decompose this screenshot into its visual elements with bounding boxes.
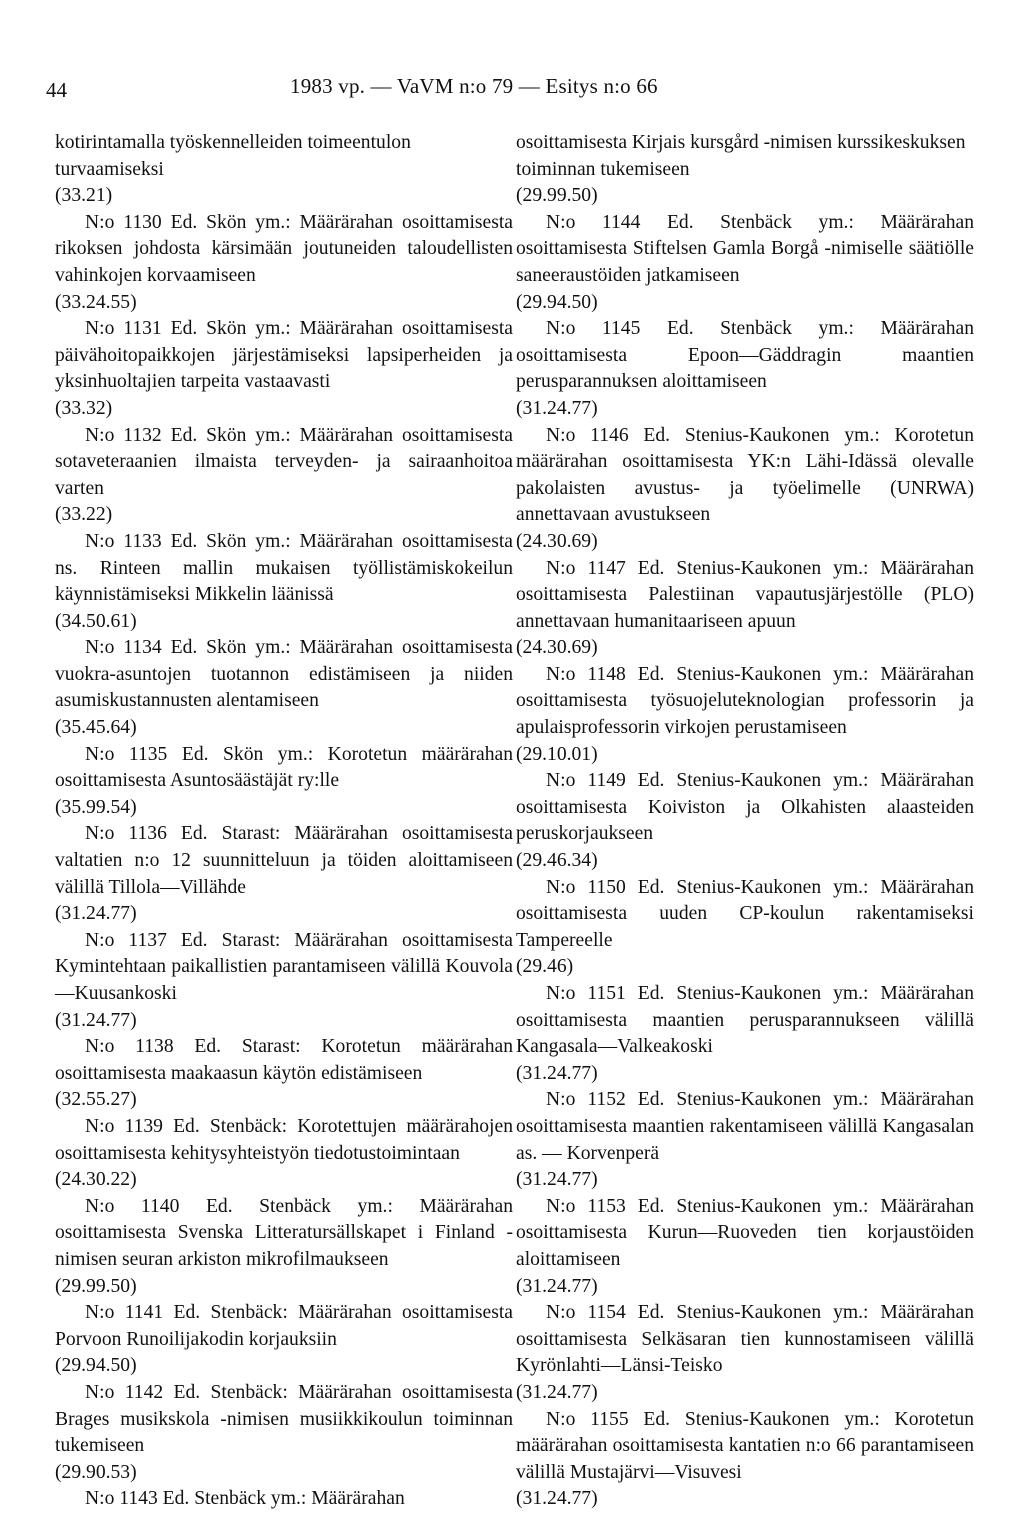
entry-text: N:o 1141 Ed. Stenbäck: Määrärahan osoittamisesta Porvoon Runoilijakodin korjauksiin [55, 1302, 513, 1350]
right-column [516, 130, 974, 1513]
entry-code: (33.32) [55, 397, 113, 419]
page-number: 44 [46, 78, 67, 102]
motion-entry [55, 210, 513, 316]
motion-entry [516, 1407, 974, 1513]
entry-text: N:o 1152 Ed. Stenius-Kaukonen ym.: Määrärahan osoittamisesta maantien rakentamiseen välillä Kangasalan as. — Korvenperä [516, 1089, 974, 1164]
entry-code: (33.21) [55, 185, 113, 207]
motion-entry [516, 1194, 974, 1300]
entry-text: N:o 1130 Ed. Skön ym.: Määrärahan osoittamisesta rikoksen johdosta kärsimään joutuneiden taloudellisten vahinkojen korvaamiseen [55, 211, 513, 286]
entry-text: N:o 1148 Ed. Stenius-Kaukonen ym.: Määrärahan osoittamisesta työsuojeluteknologian professorin ja apulaisprofessorin virkojen perustamiseen [516, 663, 974, 739]
entry-code: (33.22) [55, 504, 113, 526]
entry-text: N:o 1150 Ed. Stenius-Kaukonen ym.: Määrärahan osoittamisesta uuden CP-koulun rakentamiseksi Tampereelle [516, 876, 974, 951]
entry-text: N:o 1145 Ed. Stenbäck ym.: Määrärahan osoittamisesta Epoon—Gäddragin maantien perusparannuksen aloittamiseen [516, 318, 974, 393]
continued-entry [55, 130, 513, 210]
entry-code: (29.94.50) [516, 291, 598, 313]
motion-entry [55, 1300, 513, 1380]
motion-entry [55, 1194, 513, 1300]
running-header: 1983 vp. — VaVM n:o 79 — Esitys n:o 66 [290, 74, 658, 98]
motion-entry [516, 210, 974, 316]
motion-entry [516, 556, 974, 662]
motion-entry [516, 1087, 974, 1193]
entry-code: (32.55.27) [55, 1089, 137, 1111]
entry-text: N:o 1154 Ed. Stenius-Kaukonen ym.: Määrärahan osoittamisesta Selkäsaran tien kunnostamiseen välillä Kyrönlahti—Länsi-Teisko [516, 1302, 974, 1377]
entry-code: (24.30.69) [516, 637, 598, 659]
entry-text: N:o 1135 Ed. Skön ym.: Korotetun määrärahan osoittamisesta Asuntosäästäjät ry:lle [55, 743, 513, 792]
entry-text: N:o 1134 Ed. Skön ym.: Määrärahan osoittamisesta vuokra-asuntojen tuotannon edistämiseen ja niiden asumiskustannusten alentamiseen [55, 637, 513, 712]
motion-entry [516, 768, 974, 874]
entry-code: (29.46) [516, 956, 574, 978]
motion-entry [55, 316, 513, 422]
motion-entry [55, 423, 513, 529]
entry-text: N:o 1136 Ed. Starast: Määrärahan osoittamisesta valtatien n:o 12 suunnitteluun ja töiden aloittamiseen välillä Tillola—Villähde [55, 823, 513, 898]
entry-code: (31.24.77) [516, 1062, 598, 1084]
entry-code: (31.24.77) [516, 1275, 598, 1297]
entry-code: (29.99.50) [55, 1275, 137, 1297]
entry-list [516, 210, 974, 1513]
entry-code: (29.99.50) [516, 185, 598, 207]
entry-text: N:o 1139 Ed. Stenbäck: Korotettujen määrärahojen osoittamisesta kehitysyhteistyön tiedotustoimintaan [55, 1115, 513, 1164]
entry-text: kotirintamalla työskennelleiden toimeentulon turvaamiseksi [55, 132, 411, 180]
motion-entry [55, 529, 513, 635]
motion-entry [55, 635, 513, 741]
entry-text: N:o 1151 Ed. Stenius-Kaukonen ym.: Määrärahan osoittamisesta maantien perusparannukseen välillä Kangasala—Valkeakoski [516, 983, 974, 1058]
entry-text: N:o 1144 Ed. Stenbäck ym.: Määrärahan osoittamisesta Stiftelsen Gamla Borgå -nimiselle säätiölle saneeraustöiden jatkamiseen [516, 211, 974, 286]
entry-code: (31.24.77) [516, 1381, 598, 1403]
entry-code: (29.46.34) [516, 850, 598, 872]
entry-code: (35.45.64) [55, 717, 137, 739]
motion-entry [516, 981, 974, 1087]
motion-entry [516, 1300, 974, 1406]
entry-code: (29.90.53) [55, 1461, 137, 1483]
motion-entry [516, 423, 974, 556]
entry-text: N:o 1132 Ed. Skön ym.: Määrärahan osoittamisesta sotaveteraanien ilmaista terveyden- ja sairaanhoitoa varten [55, 424, 513, 499]
entry-code: (31.24.77) [55, 903, 137, 925]
entry-text: N:o 1146 Ed. Stenius-Kaukonen ym.: Korotetun määrärahan osoittamisesta YK:n Lähi-Idässä olevalle pakolaisten avustus- ja työelimelle (UNRWA) annettavaan avustukseen [516, 424, 974, 526]
motion-entry [55, 1114, 513, 1194]
entry-code: (31.24.77) [55, 1009, 137, 1031]
entry-text: N:o 1153 Ed. Stenius-Kaukonen ym.: Määrärahan osoittamisesta Kurun—Ruoveden tien korjaustöiden aloittamiseen [516, 1195, 974, 1270]
entry-text: N:o 1142 Ed. Stenbäck: Määrärahan osoittamisesta Brages musikskola -nimisen musiikkikoulun toiminnan tukemiseen [55, 1381, 513, 1457]
entry-text: N:o 1133 Ed. Skön ym.: Määrärahan osoittamisesta ns. Rinteen mallin mukaisen työllistämiskokeilun käynnistämiseksi Mikkelin läänissä [55, 530, 513, 606]
motion-entry [516, 875, 974, 981]
entry-code: (33.24.55) [55, 291, 137, 313]
motion-entry [55, 1380, 513, 1486]
entry-text: N:o 1138 Ed. Starast: Korotetun määrärahan osoittamisesta maakaasun käytön edistämiseen [55, 1036, 513, 1084]
entry-code: (31.24.77) [516, 1169, 598, 1191]
motion-entry [55, 742, 513, 822]
entry-code: (35.99.54) [55, 796, 137, 818]
motion-entry [55, 1034, 513, 1114]
motion-entry [516, 662, 974, 768]
entry-code: (29.94.50) [55, 1355, 137, 1377]
entry-code: (24.30.22) [55, 1169, 137, 1191]
entry-code: (31.24.77) [516, 397, 598, 419]
entry-code: (31.24.77) [516, 1488, 598, 1510]
entry-code: (29.10.01) [516, 743, 598, 765]
motion-entry [516, 316, 974, 422]
entry-code: (24.30.69) [516, 530, 598, 552]
entry-text: N:o 1149 Ed. Stenius-Kaukonen ym.: Määrärahan osoittamisesta Koiviston ja Olkahisten alaasteiden peruskorjaukseen [516, 770, 974, 845]
entry-text: osoittamisesta Kirjais kursgård -nimisen kurssikeskuksen toiminnan tukemiseen [516, 132, 966, 180]
left-column [55, 130, 513, 1513]
trailing-entry-text: N:o 1143 Ed. Stenbäck ym.: Määrärahan [85, 1488, 405, 1510]
entry-code: (34.50.61) [55, 610, 137, 632]
entry-text: N:o 1155 Ed. Stenius-Kaukonen ym.: Korotetun määrärahan osoittamisesta kantatien n:o 66 parantamiseen välillä Mustajärvi—Visuvesi [516, 1408, 974, 1483]
entry-text: N:o 1147 Ed. Stenius-Kaukonen ym.: Määrärahan osoittamisesta Palestiinan vapautusjärjestölle (PLO) annettavaan humanitaariseen apuun [516, 557, 974, 632]
entry-text: N:o 1131 Ed. Skön ym.: Määrärahan osoittamisesta päivähoitopaikkojen järjestämiseksi lapsiperheiden ja yksinhuoltajien tarpeita vastaavasti [55, 318, 513, 393]
entry-text: N:o 1140 Ed. Stenbäck ym.: Määrärahan osoittamisesta Svenska Litteratursällskapet i Finland -nimisen seuran arkiston mikrofilmaukseen [55, 1195, 513, 1270]
motion-entry [55, 928, 513, 1034]
entry-list [55, 210, 513, 1487]
continued-entry [516, 130, 974, 210]
motion-entry [55, 821, 513, 927]
entry-text: N:o 1137 Ed. Starast: Määrärahan osoittamisesta Kymintehtaan paikallistien parantamiseen välillä Kouvola—Kuusankoski [55, 929, 513, 1004]
